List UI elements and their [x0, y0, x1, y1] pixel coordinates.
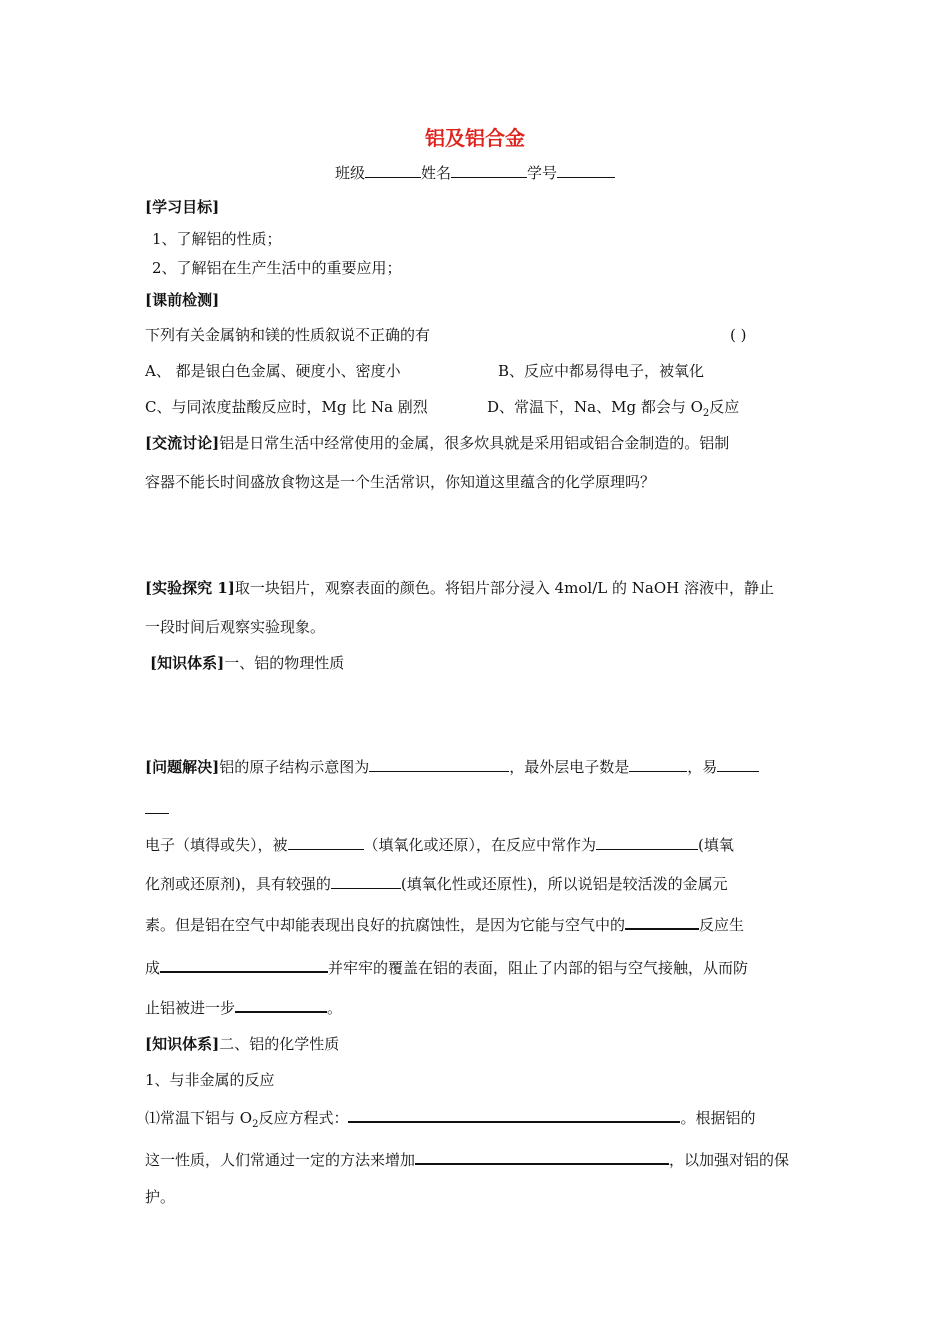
knowledge-line-1: [知识体系]一、铝的物理性质: [150, 654, 345, 672]
pretest-heading: [课前检测]: [145, 291, 220, 309]
class-blank[interactable]: [365, 162, 421, 178]
pretest-question: 下列有关金属钠和镁的性质叙说不正确的有: [145, 326, 431, 344]
outer-electrons-blank[interactable]: [629, 756, 687, 772]
option-a: A、 都是银白色金属、硬度小、密度小: [145, 362, 401, 380]
discussion-line-2: 容器不能长时间盛放食物这是一个生活常识，你知道这里蕴含的化学原理吗？: [145, 473, 656, 491]
q1-line-1: ⑴常温下铝与 $O_2$反应方程式： 。根据铝的: [145, 1106, 755, 1135]
goal-item: 2、了解铝在生产生活中的重要应用；: [152, 259, 402, 277]
answer-bracket[interactable]: ( ): [730, 326, 747, 344]
problem-line-7: 止铝被进一步 。: [145, 996, 342, 1018]
class-label: 班级: [334, 164, 365, 182]
option-c: C、与同浓度盐酸反应时，Mg 比 Na 剧烈: [145, 398, 428, 416]
structure-diagram-blank[interactable]: [369, 756, 509, 772]
knowledge-heading: [知识体系]: [150, 654, 225, 672]
knowledge-heading: [知识体系]: [145, 1035, 220, 1053]
gain-lose-blank-continued[interactable]: [145, 798, 169, 819]
agent-blank[interactable]: [596, 834, 698, 850]
problem-heading: [问题解决]: [145, 758, 220, 776]
option-d: D、常温下，Na、Mg 都会与 $O_2$反应: [487, 398, 740, 419]
experiment-heading: [实验探究 1]: [145, 579, 235, 597]
q1-line-3: 护。: [145, 1188, 176, 1206]
air-component-blank[interactable]: [625, 913, 699, 930]
name-label: 姓名: [420, 164, 451, 182]
goals-heading: [学习目标]: [145, 198, 220, 216]
name-blank[interactable]: [451, 162, 527, 178]
experiment-line-1: [实验探究 1]取一块铝片，观察表面的颜色。将铝片部分浸入 4mol/L 的 NaOH 溶液中，静止: [145, 579, 774, 597]
page-title: 铝及铝合金: [425, 126, 525, 150]
experiment-line-2: 一段时间后观察实验现象。: [145, 618, 326, 636]
protection-blank[interactable]: [235, 996, 327, 1013]
knowledge-line-2: [知识体系]二、铝的化学性质: [145, 1035, 340, 1053]
goal-item: 1、了解铝的性质；: [152, 230, 282, 248]
id-label: 学号: [527, 164, 558, 182]
increase-blank[interactable]: [415, 1148, 669, 1165]
property-blank[interactable]: [331, 873, 401, 889]
problem-line-3: 电子（填得或失），被 （填氧化或还原），在反应中常作为 (填氧: [145, 836, 734, 854]
id-blank[interactable]: [557, 162, 615, 178]
discussion-line-1: [交流讨论]铝是日常生活中经常使用的金属，很多炊具就是采用铝或铝合金制造的。铝制: [145, 434, 730, 452]
problem-line-6: 成 并牢牢的覆盖在铝的表面，阻止了内部的铝与空气接触，从而防: [145, 956, 748, 978]
oxidized-blank[interactable]: [288, 834, 364, 850]
product-blank[interactable]: [160, 956, 328, 973]
student-info-line: [0, 162, 950, 183]
section-1-title: 1、与非金属的反应: [145, 1071, 275, 1089]
problem-line-4: 化剂或还原剂)，具有较强的 (填氧化性或还原性)，所以说铝是较活泼的金属元: [145, 875, 728, 893]
option-b: B、反应中都易得电子，被氧化: [498, 362, 705, 380]
q1-line-2: 这一性质，人们常通过一定的方法来增加 ，以加强对铝的保: [145, 1148, 789, 1170]
problem-line-1: [问题解决]铝的原子结构示意图为 ，最外层电子数是 ，易: [145, 756, 759, 777]
equation-blank[interactable]: [348, 1106, 680, 1123]
discussion-heading: [交流讨论]: [145, 434, 220, 452]
problem-line-5: 素。但是铝在空气中却能表现出良好的抗腐蚀性，是因为它能与空气中的 反应生: [145, 913, 744, 935]
gain-lose-blank[interactable]: [717, 756, 759, 772]
